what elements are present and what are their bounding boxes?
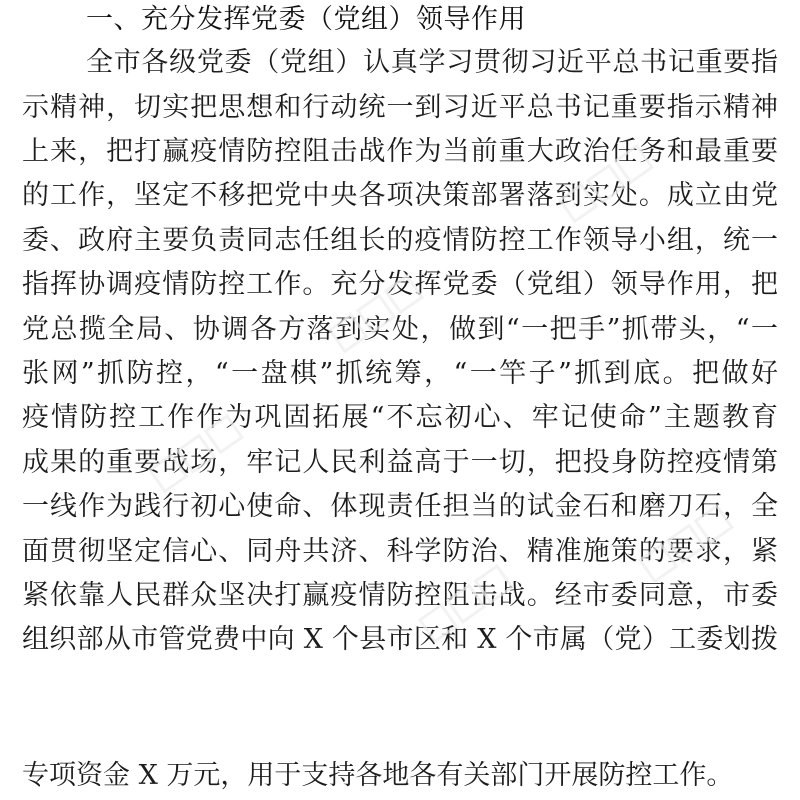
paragraph-line: 的工作，坚定不移把党中央各项决策部署落到实处。成立由党 [22, 180, 778, 211]
paragraph-line: 组织部从市管党费中向 X 个县市区和 X 个市属（党）工委划拨 [22, 624, 778, 655]
paragraph-line: 示精神，切实把思想和行动统一到习近平总书记重要指示精神 [22, 92, 778, 123]
paragraph-line: 指挥协调疫情防控工作。充分发挥党委（党组）领导作用，把 [22, 269, 778, 300]
paragraph-line: 党总揽全局、协调各方落到实处，做到“一把手”抓带头，“一 [22, 314, 778, 345]
paragraph-last-line: 专项资金 X 万元，用于支持各地各有关部门开展防控工作。 [22, 760, 734, 791]
paragraph-line: 上来，把打赢疫情防控阻击战作为当前重大政治任务和最重要 [22, 136, 778, 167]
paragraph-line: 面贯彻坚定信心、同舟共济、科学防治、精准施策的要求，紧 [22, 536, 778, 567]
paragraph-line: 疫情防控工作作为巩固拓展“不忘初心、牢记使命”主题教育 [22, 402, 778, 433]
paragraph-line: 委、政府主要负责同志任组长的疫情防控工作领导小组，统一 [22, 225, 778, 256]
paragraph-line: 全市各级党委（党组）认真学习贯彻习近平总书记重要指 [86, 47, 778, 78]
paragraph-line: 紧依靠人民群众坚决打赢疫情防控阻击战。经市委同意，市委 [22, 580, 778, 611]
paragraph-line: 张网”抓防控，“一盘棋”抓统筹，“一竿子”抓到底。把做好 [22, 358, 778, 389]
paragraph-line: 一线作为践行初心使命、体现责任担当的试金石和磨刀石，全 [22, 491, 778, 522]
section-heading: 一、充分发挥党委（党组）领导作用 [86, 4, 526, 35]
paragraph-line: 成果的重要战场，牢记人民利益高于一切，把投身防控疫情第 [22, 447, 778, 478]
